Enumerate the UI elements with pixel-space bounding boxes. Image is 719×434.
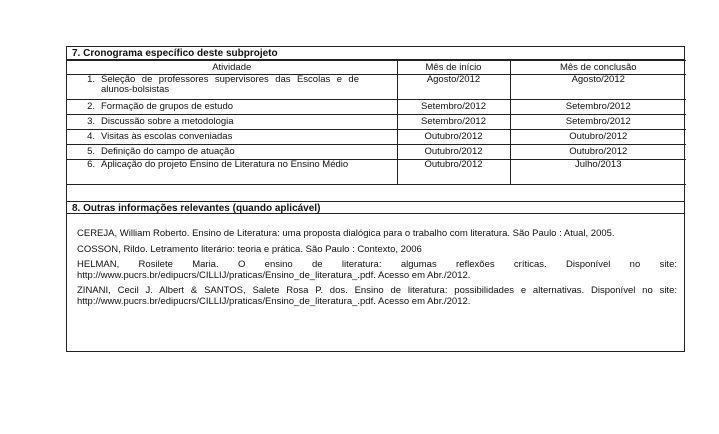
- start-month-cell: Outubro/2012: [397, 145, 510, 160]
- schedule-header-row: [67, 61, 686, 75]
- activity-number: 4.: [87, 131, 95, 142]
- activity-text: Aplicação do projeto Ensino de Literatura no Ensino Médio: [101, 159, 349, 170]
- activity-text: Formação de grupos de estudo: [101, 101, 234, 112]
- table-row: [67, 75, 686, 100]
- end-month-cell: Julho/2013: [510, 160, 686, 185]
- header-end-month: Mês de conclusão: [510, 61, 686, 75]
- reference-item: CEREJA, William Roberto. Ensino de Literatura: uma proposta dialógica para o trabalho com literatura. São Paulo : Atual, 2005.: [77, 228, 615, 239]
- activity-cell: [67, 75, 397, 100]
- reference-item: ZINANI, Cecil J. Albert & SANTOS, Salete Rosa P. dos. Ensino de literatura: possibilidades e alternativas. Disponível no site: http://www.pucrs.br/edipucrs/CILLIJ/praticas/Ensino_de_literatura_.pdf. Acesso em Abr./2012.: [77, 285, 677, 307]
- activity-number: 1.: [87, 74, 95, 85]
- table-row: [67, 100, 686, 115]
- start-month-cell: Outubro/2012: [397, 130, 510, 145]
- activity-number: 5.: [87, 146, 95, 157]
- end-month-cell: Setembro/2012: [510, 115, 686, 130]
- activity-number: 2.: [87, 101, 95, 112]
- document-frame: [66, 46, 685, 352]
- activity-number: 3.: [87, 116, 95, 127]
- start-month-cell: Outubro/2012: [397, 160, 510, 185]
- section-7-title: 7. Cronograma específico deste subprojeto: [67, 47, 684, 60]
- activity-cell: [67, 100, 397, 115]
- reference-item: COSSON, Rildo. Letramento literário: teoria e prática. São Paulo : Contexto, 2006: [77, 243, 422, 255]
- table-row: [67, 145, 686, 160]
- header-activity: Atividade: [67, 61, 397, 75]
- table-row: [67, 130, 686, 145]
- end-month-cell: Outubro/2012: [510, 130, 686, 145]
- table-row: [67, 160, 686, 185]
- schedule-table: [67, 60, 686, 185]
- start-month-cell: Setembro/2012: [397, 100, 510, 115]
- end-month-cell: Setembro/2012: [510, 100, 686, 115]
- start-month-cell: Agosto/2012: [397, 75, 510, 100]
- start-month-cell: Setembro/2012: [397, 115, 510, 130]
- activity-text: Definição do campo de atuação: [101, 146, 235, 157]
- activity-cell: [67, 130, 397, 145]
- table-row: [67, 115, 686, 130]
- activity-text: Visitas às escolas conveniadas: [101, 131, 233, 142]
- end-month-cell: Outubro/2012: [510, 145, 686, 160]
- activity-cell: [67, 145, 397, 160]
- references-list: [77, 229, 677, 312]
- section-8-title: 8. Outras informações relevantes (quando aplicável): [67, 201, 684, 214]
- end-month-cell: Agosto/2012: [510, 75, 686, 100]
- activity-text: Discussão sobre a metodologia: [101, 116, 234, 127]
- header-start-month: Mês de início: [397, 61, 510, 75]
- activity-cell: [67, 115, 397, 130]
- activity-cell: [67, 160, 397, 185]
- reference-item: HELMAN, Rosilete Maria. O ensino de literatura: algumas reflexões críticas. Disponível no site: http://www.pucrs.br/edipucrs/CILLIJ/praticas/Ensino_de_literatura_.pdf. Acesso em Abr./2012.: [77, 259, 677, 281]
- activity-number: 6.: [87, 159, 95, 170]
- activity-text: Seleção de professores supervisores das Escolas e de alunos-bolsistas: [101, 74, 359, 95]
